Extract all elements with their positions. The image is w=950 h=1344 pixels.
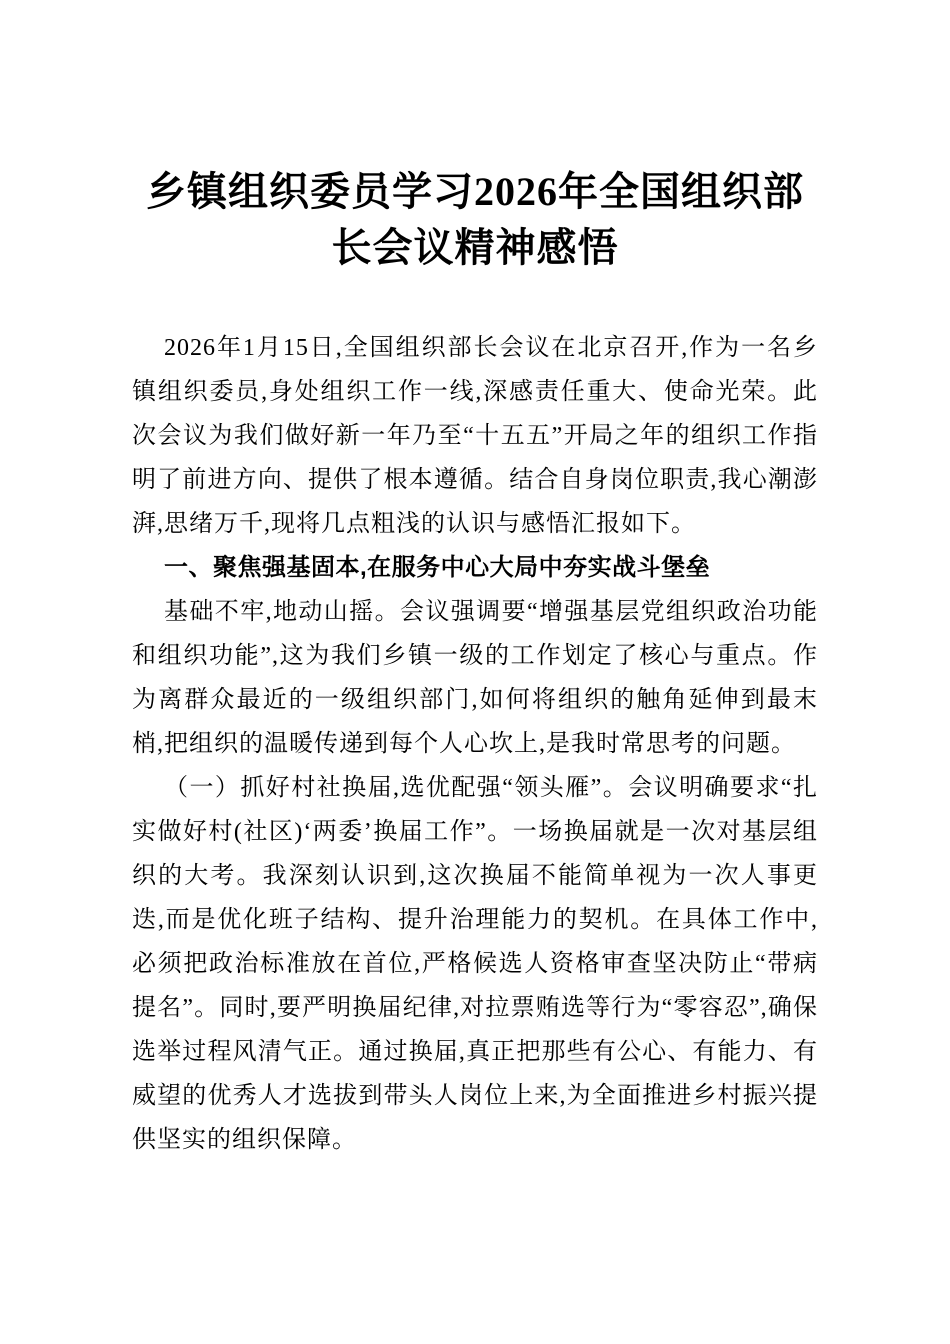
section-heading-1: 一、聚焦强基固本,在服务中心大局中夯实战斗堡垒	[164, 554, 711, 581]
paragraph-section1-body: 基础不牢,地动山摇。会议强调要“增强基层党组织政治功能和组织功能”,这为我们乡镇一级的工作划定了核心与重点。作为离群众最近的一级组织部门,如何将组织的触角延伸到最末梢,把组织的温暖传递到每个人心坎上,是我时常思考的问题。	[132, 599, 818, 757]
paragraph-subsection-1: （一）抓好村社换届,选优配强“领头雁”。会议明确要求“扎实做好村(社区)‘两委’换届工作”。一场换届就是一次对基层组织的大考。我深刻认识到,这次换届不能简单视为一次人事更迭,而是优化班子结构、提升治理能力的契机。在具体工作中,必须把政治标准放在首位,严格候选人资格审查坚决防止“带病提名”。同时,要严明换届纪律,对拉票贿选等行为“零容忍”,确保选举过程风清气正。通过换届,真正把那些有公心、有能力、有威望的优秀人才选拔到带头人岗位上来,为全面推进乡村振兴提供坚实的组织保障。	[132, 775, 818, 1153]
paragraph-intro: 2026年1月15日,全国组织部长会议在北京召开,作为一名乡镇组织委员,身处组织工作一线,深感责任重大、使命光荣。此次会议为我们做好新一年乃至“十五五”开局之年的组织工作指明了前进方向、提供了根本遵循。结合自身岗位职责,我心潮澎湃,思绪万千,现将几点粗浅的认识与感悟汇报如下。	[132, 335, 818, 537]
document-title: 乡镇组织委员学习2026年全国组织部长会议精神感悟	[146, 169, 804, 270]
